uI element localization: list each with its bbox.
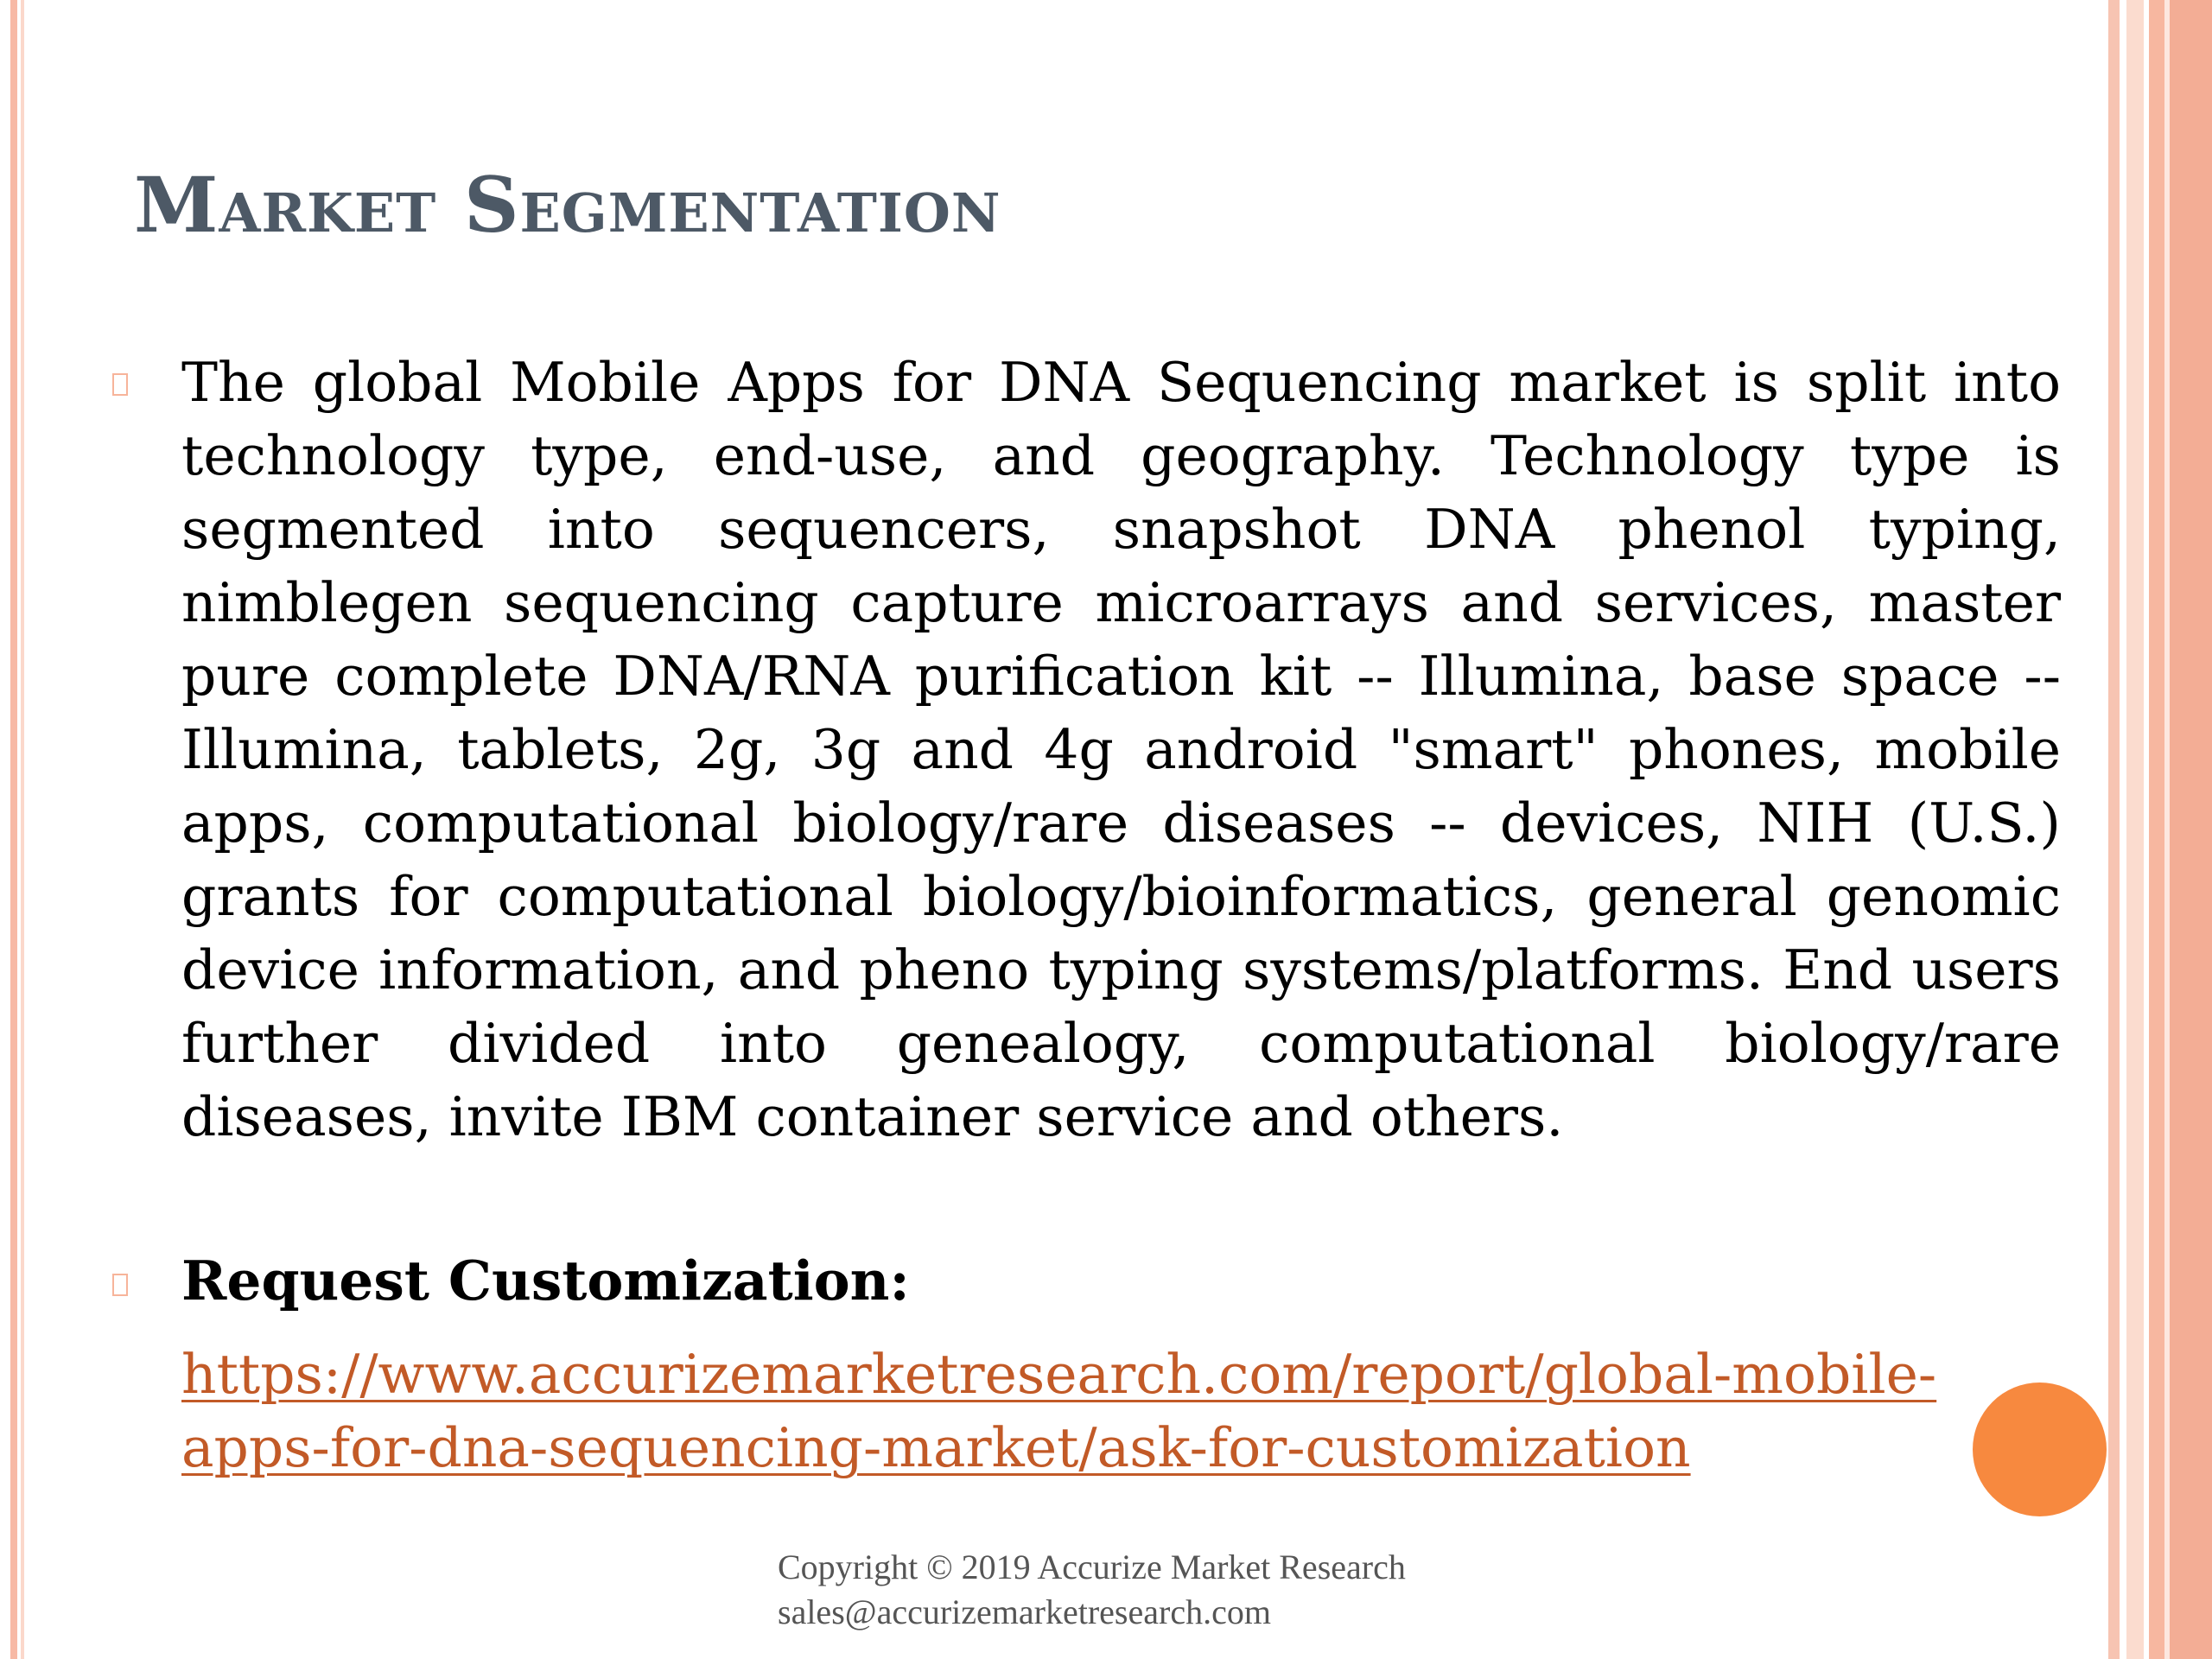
accent-circle: [1973, 1382, 2107, 1516]
bullet-icon: [112, 1274, 128, 1296]
customization-link[interactable]: https://www.accurizemarketresearch.com/report/global-mobile-apps-for-dna-sequencing-market/ask-for-customization: [181, 1343, 1937, 1479]
left-border-stripe-light: [21, 0, 24, 1659]
right-border-stripe-dark: [2170, 0, 2212, 1659]
left-border-stripe: [10, 0, 17, 1659]
footer: [778, 1545, 1406, 1635]
right-border-gap: [2120, 0, 2126, 1659]
contact-email: sales@accurizemarketresearch.com: [778, 1592, 1271, 1631]
segmentation-paragraph: The global Mobile Apps for DNA Sequencing market is split into technology type, end-use, and geography. Technology type is segmented into sequencers, snapshot DNA phenol typing, nimblegen sequencing capture microarrays and services, master pure complete DNA/RNA purification kit -- Illumina, base space -- Illumina, tablets, 2g, 3g and 4g android "smart" phones, mobile apps, computational biology/rare diseases -- devices, NIH (U.S.) grants for computational biology/bioinformatics, general genomic device information, and pheno typing systems/platforms. End users further divided into genealogy, computational biology/rare diseases, invite IBM container service and others.: [181, 351, 2061, 1148]
copyright-text: Copyright © 2019 Accurize Market Research: [778, 1548, 1406, 1586]
request-customization-label: Request Customization:: [181, 1249, 910, 1313]
bullet-icon: [112, 373, 128, 396]
slide-title: Market Segmentation: [134, 160, 1001, 250]
right-border-stripe: [2149, 0, 2164, 1659]
right-border-stripe-pale: [2126, 0, 2144, 1659]
